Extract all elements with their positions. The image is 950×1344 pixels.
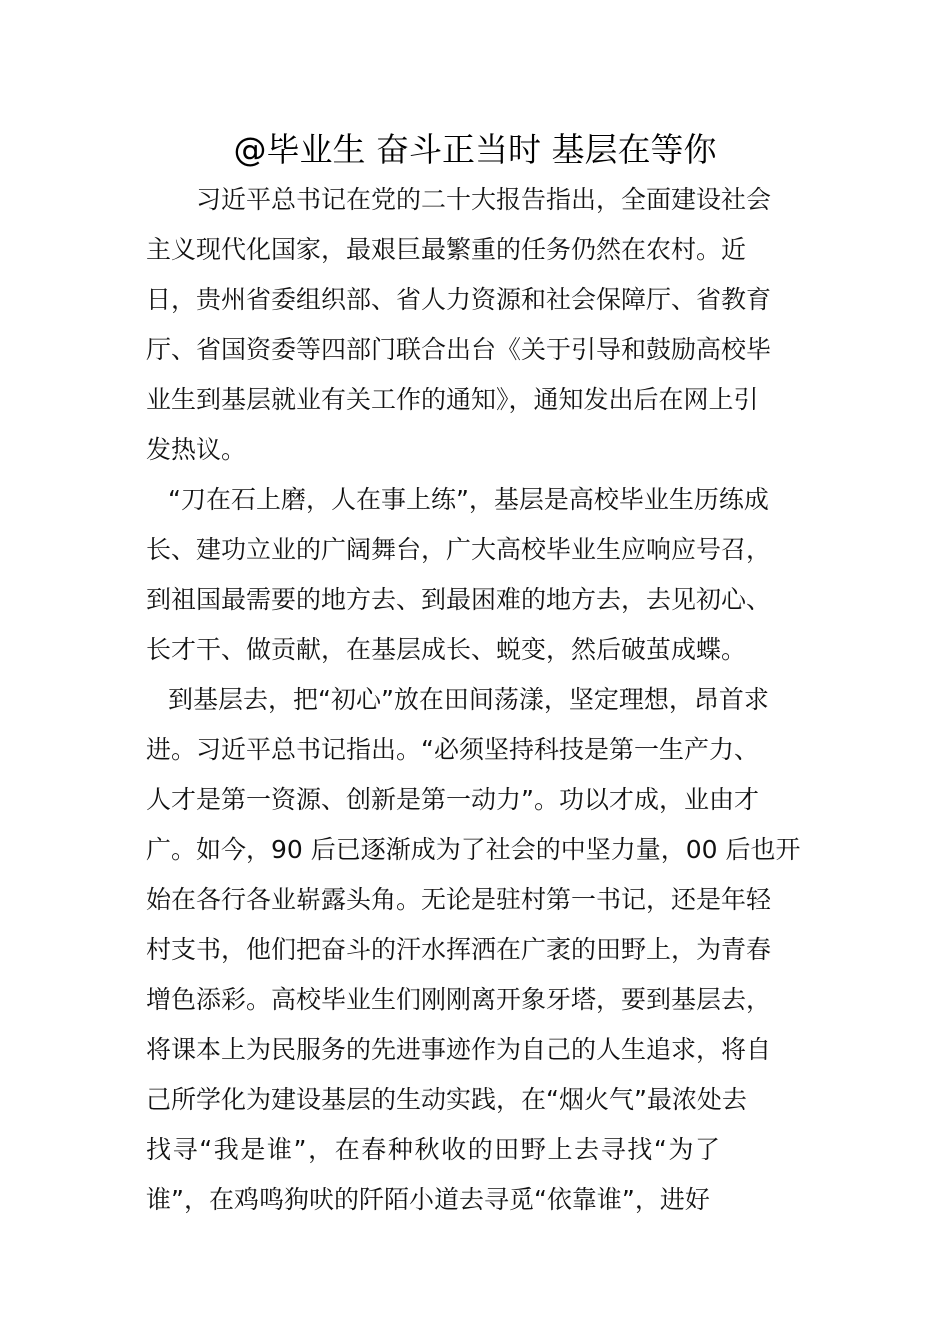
text-line: 业生到基层就业有关工作的通知》，通知发出后在网上引 — [146, 385, 759, 414]
text-line: 始在各行各业崭露头角。无论是驻村第一书记，还是年轻 — [146, 885, 772, 914]
text-line: 到祖国最需要的地方去、到最困难的地方去，去见初心、 — [146, 585, 772, 614]
text-line: “刀在石上磨，人在事上练”，基层是高校毕业生历练成 — [168, 485, 769, 514]
text-line: 将课本上为民服务的先进事迹作为自己的人生追求，将自 — [146, 1035, 772, 1064]
text-line: 广。如今，90 后已逐渐成为了社会的中坚力量，00 后也开 — [146, 835, 801, 864]
page-title: @毕业生 奋斗正当时 基层在等你 — [233, 130, 717, 169]
text-line: 进。习近平总书记指出。“必须坚持科技是第一生产力、 — [146, 735, 759, 764]
text-line: 人才是第一资源、创新是第一动力”。功以才成，业由才 — [146, 785, 759, 814]
text-line: 谁”，在鸡鸣狗吠的阡陌小道去寻觅“依靠谁”，进好 — [146, 1185, 710, 1214]
text-line: 长才干、做贡献，在基层成长、蜕变，然后破茧成蝶。 — [146, 635, 747, 664]
text-line: 己所学化为建设基层的生动实践，在“烟火气”最浓处去 — [146, 1085, 747, 1114]
text-line: 找寻“我是谁”，在春种秋收的田野上去寻找“为了 — [146, 1135, 722, 1164]
text-line: 增色添彩。高校毕业生们刚刚离开象牙塔，要到基层去， — [146, 985, 772, 1014]
text-line: 主义现代化国家，最艰巨最繁重的任务仍然在农村。近 — [146, 235, 747, 264]
text-line: 村支书，他们把奋斗的汗水挥洒在广袤的田野上，为青春 — [146, 935, 772, 964]
text-line: 厅、省国资委等四部门联合出台《关于引导和鼓励高校毕 — [146, 335, 772, 364]
text-line: 到基层去，把“初心”放在田间荡漾，坚定理想，昂首求 — [168, 685, 769, 714]
text-line: 习近平总书记在党的二十大报告指出，全面建设社会 — [146, 185, 772, 214]
text-line: 发热议。 — [146, 435, 247, 464]
text-line: 日，贵州省委组织部、省人力资源和社会保障厅、省教育 — [146, 285, 772, 314]
text-line: 长、建功立业的广阔舞台，广大高校毕业生应响应号召， — [146, 535, 772, 564]
